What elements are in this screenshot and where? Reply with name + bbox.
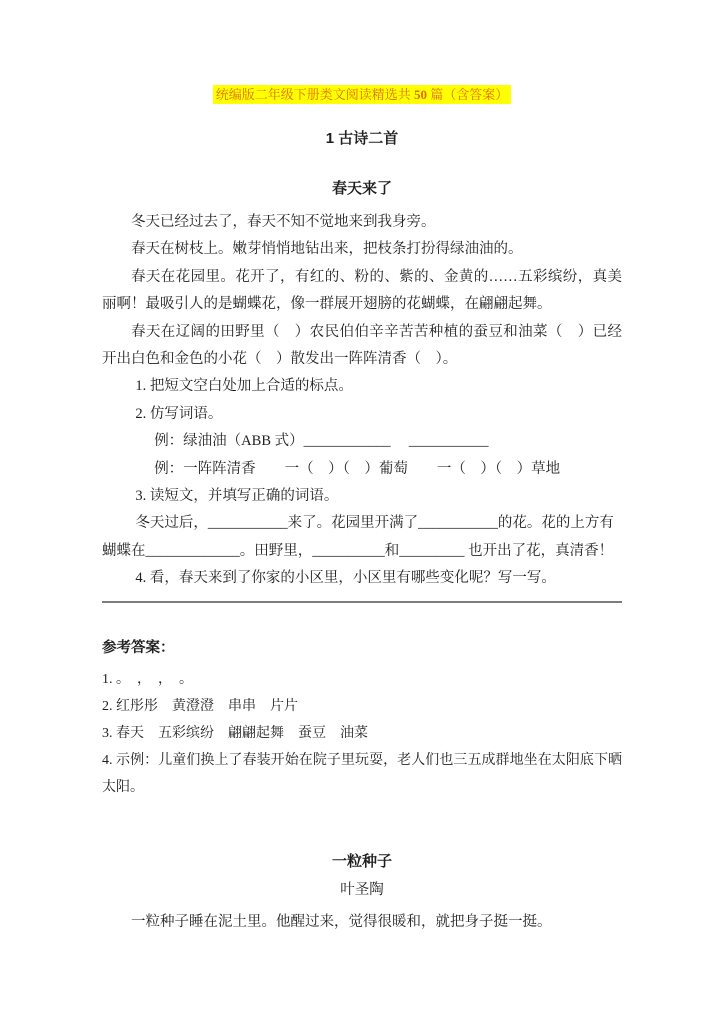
passage1-paragraph-2: 春天在树枝上。嫩芽悄悄地钻出来，把枝条打扮得绿油油的。	[131, 241, 523, 258]
answer-3: 3. 春天 五彩缤纷 翩翩起舞 蚕豆 油菜	[102, 725, 368, 741]
answers-heading: 参考答案：	[102, 639, 175, 656]
question-2: 2. 仿写词语。	[135, 405, 223, 422]
document-header	[102, 84, 622, 106]
passage1-paragraph-1: 冬天已经过去了，春天不知不觉地来到我身旁。	[131, 214, 436, 230]
passage2-body	[102, 909, 622, 936]
fill-blank-line-2: 蝴蝶在_____________。田野里，__________和_________ 也开出了花，真清香！	[102, 542, 614, 559]
example-line-2: 例：一阵阵清香 一（ ）（ ）葡萄 一（ ）（ ）草地	[154, 460, 561, 477]
section-divider	[102, 601, 622, 603]
highlighted-title	[213, 85, 512, 104]
passage2-author: 叶圣陶	[340, 881, 384, 898]
answer-1: 1. 。 ， ， 。	[102, 671, 193, 687]
question-3: 3. 读短文，并填写正确的词语。	[135, 488, 339, 505]
passage2-paragraph-1: 一粒种子睡在泥土里。他醒过来，觉得很暖和，就把身子挺一挺。	[131, 913, 552, 930]
passage1-paragraph-3: 春天在花园里。花开了，有红的、粉的、紫的、金黄的……五彩缤纷，真美丽啊！最吸引人的是蝴蝶花，像一群展开翅膀的花蝴蝶，在翩翩起舞。	[102, 268, 622, 313]
question-1: 1. 把短文空白处加上合适的标点。	[135, 378, 353, 395]
question-4: 4. 看，春天来到了你家的小区里，小区里有哪些变化呢？写一写。	[135, 570, 556, 587]
passage2-title: 一粒种子	[331, 852, 392, 870]
example-line-1: 例：绿油油（ABB 式）____________ ___________	[154, 433, 489, 450]
header-text-after: 篇（含答案）	[427, 87, 509, 102]
passage1-title: 春天来了	[331, 180, 392, 197]
header-text-before: 统编版二年级下册类文阅读精选共	[215, 87, 414, 102]
passage1-paragraph-4: 春天在辽阔的田野里（ ）农民伯伯辛辛苦苦种植的蚕豆和油菜（ ）已经开出白色和金色的小花（ ）散发出一阵阵清香（ ）。	[102, 323, 622, 368]
lesson-title: 1 古诗二首	[325, 130, 399, 147]
passage1-body	[102, 209, 622, 593]
fill-blank-line-1: 冬天过后，___________来了。花园里开满了___________的花。花的上方有	[135, 515, 614, 532]
header-count: 50	[414, 87, 427, 102]
answer-4: 4. 示例：儿童们换上了春装开始在院子里玩耍，老人们也三五成群地坐在太阳底下晒太阳。	[102, 752, 622, 795]
answers-list	[102, 666, 622, 801]
answer-2: 2. 红彤彤 黄澄澄 串串 片片	[102, 698, 298, 714]
